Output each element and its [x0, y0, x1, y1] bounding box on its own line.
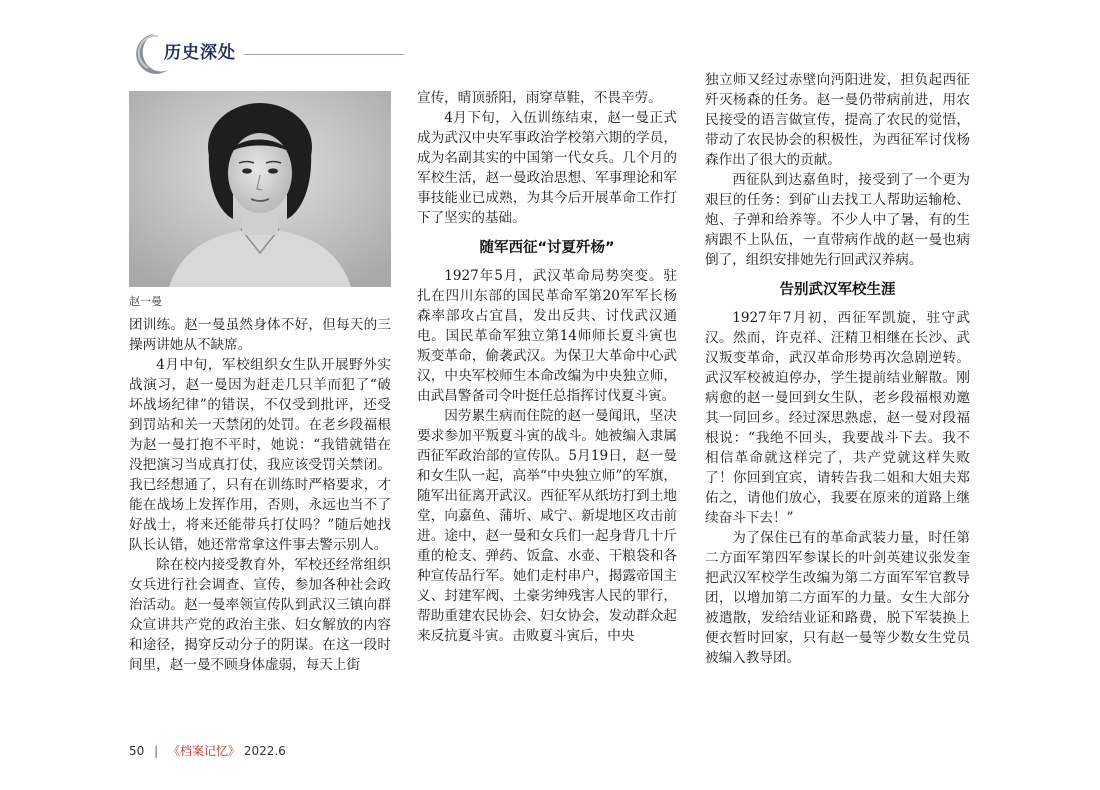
issue-number: 2022.6 — [243, 744, 286, 758]
page-footer — [129, 742, 286, 759]
subsection-heading: 告别武汉军校生涯 — [779, 282, 896, 298]
paragraph: 除在校内接受教育外，军校还经常组织女兵进行社会调查、宣传，参加各种社会政治活动。赵一曼率领宣传队到武汉三镇向群众宣讲共产党的政治主张、妇女解放的内容和途径，揭穿反动分子的阴谋。在这一段时间里，赵一曼不顾身体虚弱，每天上街 — [129, 557, 391, 673]
footer-separator: | — [154, 744, 159, 758]
subsection-heading: 随军西征“讨夏歼杨” — [479, 240, 615, 256]
text-column-2 — [417, 88, 677, 646]
paragraph: 为了保住已有的革命武装力量，时任第二方面军第四军参谋长的叶剑英建议张发奎把武汉军校学生改编为第二方面军军官教导团，以增加第二方面军的力量。女生大部分被遣散，发给结业证和路费，脱下军装换上便衣暂时回家，只有赵一曼等少数女生党员被编入教导团。 — [705, 530, 970, 666]
text-column-1 — [129, 315, 391, 675]
paragraph: 1927年5月，武汉革命局势突变。驻扎在四川东部的国民革命军第20军军长杨森率部攻占宜昌，发出反共、讨伐武汉通电。国民革命军独立第14师师长夏斗寅也叛变革命，偷袭武汉。为保卫大革命中心武汉，中央军校师生本命改编为中央独立师，由武昌警备司令叶挺任总指挥讨伐夏斗寅。 — [417, 268, 677, 404]
paragraph: 因劳累生病而住院的赵一曼闻讯，坚决要求参加平叛夏斗寅的战斗。她被编入隶属西征军政治部的宣传队。5月19日，赵一曼和女生队一起，高举“中央独立师”的军旗，随军出征离开武汉。西征军从纸坊打到土地堂，向嘉鱼、蒲圻、咸宁、新堤地区攻击前进。途中，赵一曼和女兵们一起身背几十斤重的枪支、弹药、饭盒、水壶、干粮袋和各种宣传品行军。她们走村串户，揭露帝国主义、封建军阀、土豪劣绅残害人民的罪行，帮助重建农民协会、妇女协会，发动群众起来反抗夏斗寅。击败夏斗寅后，中央 — [417, 408, 677, 644]
portrait-photo — [129, 91, 391, 287]
portrait-illustration — [129, 91, 391, 287]
header-divider — [244, 54, 404, 55]
paragraph: 西征队到达嘉鱼时，接受到了一个更为艰巨的任务：到矿山去找工人帮助运输枪、炮、子弹和给养等。不少人中了暑，有的生病跟不上队伍，一直带病作战的赵一曼也病倒了，组织安排她先行回武汉养病。 — [705, 172, 970, 268]
paragraph: 独立师又经过赤壁向沔阳进发，担负起西征歼灭杨森的任务。赵一曼仍带病前进，用农民接受的语言做宣传，提高了农民的觉悟，带动了农民协会的积极性，为西征军讨伐杨森作出了很大的贡献。 — [705, 72, 970, 168]
text-column-3 — [705, 70, 970, 668]
section-title: 历史深处 — [164, 43, 236, 63]
photo-caption: 赵一曼 — [129, 295, 162, 308]
paragraph: 团训练。赵一曼虽然身体不好，但每天的三操两讲她从不缺席。 — [129, 317, 391, 353]
section-header — [128, 30, 428, 74]
paragraph: 1927年7月初，西征军凯旋，驻守武汉。然而，许克祥、汪精卫相继在长沙、武汉叛变革命，武汉革命形势再次急剧逆转。武汉军校被迫停办，学生提前结业解散。刚病愈的赵一曼回到女生队，老乡段福根劝邀其一同回乡。经过深思熟虑，赵一曼对段福根说：“我绝不回头，我要战斗下去。我不相信革命就这样完了，共产党就这样失败了！你回到宜宾，请转告我二姐和大姐夫郑佑之，请他们放心，我要在原来的道路上继续奋斗下去！” — [705, 310, 970, 526]
magazine-title: 《档案记忆》 — [167, 744, 240, 758]
paragraph: 4月下旬，入伍训练结束，赵一曼正式成为武汉中央军事政治学校第六期的学员，成为名副其实的中国第一代女兵。几个月的军校生活，赵一曼政治思想、军事理论和军事技能业已成熟，为其今后开展革命工作打下了坚实的基础。 — [417, 110, 677, 226]
paragraph: 4月中旬，军校组织女生队开展野外实战演习，赵一曼因为赶走几只羊而犯了“破坏战场纪律”的错误，不仅受到批评，还受到罚站和关一天禁闭的处罚。在老乡段福根为赵一曼打抱不平时，她说：“我错就错在没把演习当成真打仗，我应该受罚关禁闭。我已经想通了，只有在训练时严格要求，才能在战场上发挥作用，否则，永远也当不了好战士，将来还能带兵打仗吗？”随后她找队长认错，她还常常拿这件事去警示别人。 — [129, 357, 391, 553]
paragraph: 宣传，晴顶骄阳，雨穿草鞋，不畏辛劳。 — [417, 90, 662, 106]
page-number: 50 — [129, 744, 145, 758]
